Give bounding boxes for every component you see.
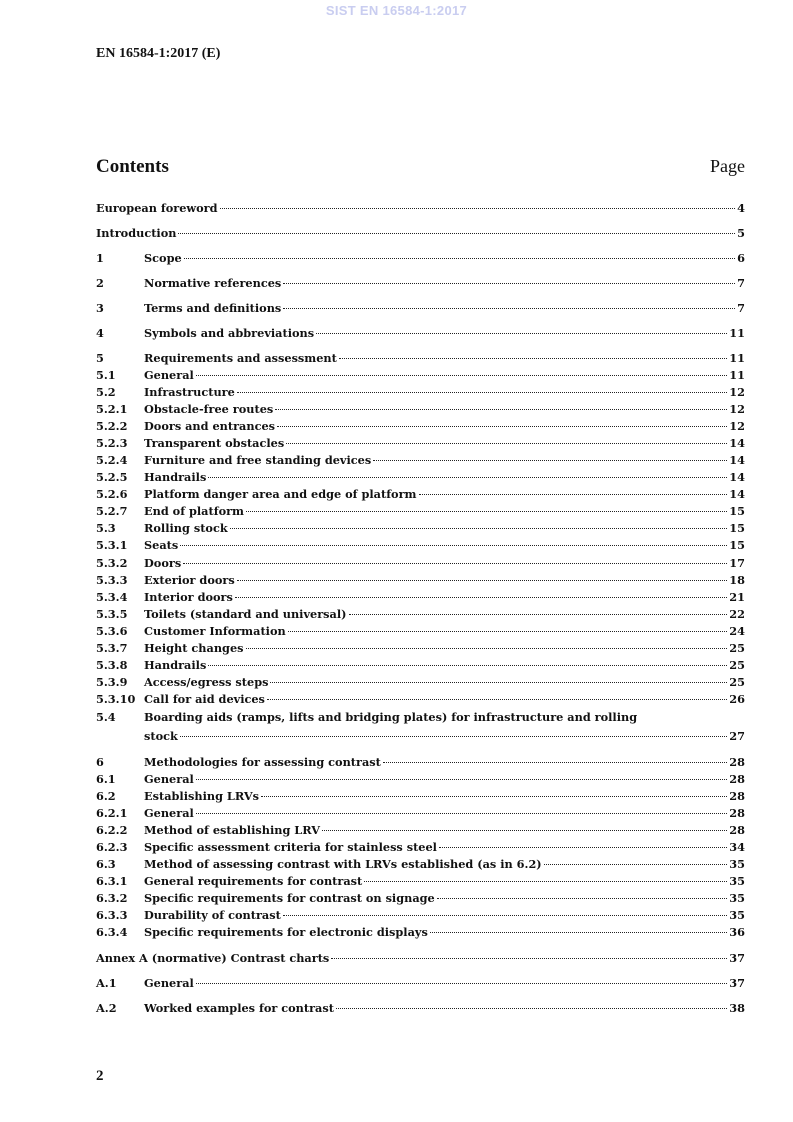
toc-entry-body bbox=[144, 924, 745, 940]
toc-entry-number: 6.3 bbox=[96, 857, 116, 871]
toc-entry-title: Transparent obstacles bbox=[144, 436, 285, 450]
toc-entry-body bbox=[144, 691, 745, 707]
toc-dot-leader bbox=[277, 426, 727, 427]
toc-entry-body bbox=[144, 589, 745, 605]
toc-entry-number: 5.2.6 bbox=[96, 487, 128, 501]
toc-entry-page: 22 bbox=[729, 607, 745, 621]
toc-dot-leader bbox=[322, 830, 727, 831]
toc-entry[interactable] bbox=[96, 788, 745, 804]
toc-entry-page: 28 bbox=[729, 823, 745, 837]
toc-entry-title: General bbox=[144, 772, 194, 786]
toc-dot-leader bbox=[373, 460, 727, 461]
toc-entry-body bbox=[144, 890, 745, 906]
toc-entry-title: Rolling stock bbox=[144, 521, 228, 535]
toc-dot-leader bbox=[419, 494, 728, 495]
toc-entry[interactable] bbox=[96, 250, 745, 266]
toc-entry-body bbox=[144, 640, 745, 656]
toc-entry-number: A.2 bbox=[96, 1001, 117, 1015]
toc-entry[interactable] bbox=[96, 890, 745, 906]
toc-entry[interactable] bbox=[96, 350, 745, 366]
toc-entry-body bbox=[144, 384, 745, 400]
toc-entry-number: 5.1 bbox=[96, 368, 116, 382]
toc-entry-page: 18 bbox=[729, 573, 745, 587]
toc-entry-title: Call for aid devices bbox=[144, 692, 265, 706]
toc-entry-title: Access/egress steps bbox=[144, 675, 269, 689]
toc-entry[interactable] bbox=[96, 950, 745, 966]
toc-entry-body bbox=[144, 822, 745, 838]
toc-entry-title: Furniture and free standing devices bbox=[144, 453, 372, 467]
toc-dot-leader bbox=[331, 958, 727, 959]
toc-entry[interactable] bbox=[96, 572, 745, 588]
toc-dot-leader bbox=[183, 563, 727, 564]
toc-dot-leader bbox=[267, 699, 727, 700]
toc-entry-page: 7 bbox=[737, 301, 745, 315]
toc-entry-title: Introduction bbox=[96, 226, 177, 240]
toc-entry-body bbox=[144, 728, 745, 744]
toc-entry-title: Specific requirements for contrast on signage bbox=[144, 891, 435, 905]
toc-entry-page: 14 bbox=[729, 487, 745, 501]
toc-entry-title: Customer Information bbox=[144, 624, 286, 638]
toc-entry-number: 5 bbox=[96, 351, 104, 365]
page-number: 2 bbox=[96, 1068, 104, 1084]
toc-entry[interactable] bbox=[96, 275, 745, 291]
toc-entry-body bbox=[96, 950, 745, 966]
toc-entry-number: 5.2.2 bbox=[96, 419, 128, 433]
toc-entry-page: 24 bbox=[729, 624, 745, 638]
toc-entry-body bbox=[144, 754, 745, 770]
toc-dot-leader bbox=[339, 358, 727, 359]
toc-dot-leader bbox=[196, 813, 727, 814]
toc-entry-body bbox=[144, 367, 745, 383]
toc-entry-title: Durability of contrast bbox=[144, 908, 281, 922]
toc-entry[interactable] bbox=[96, 771, 745, 787]
toc-entry-body bbox=[96, 225, 745, 241]
toc-entry-number: 6 bbox=[96, 755, 104, 769]
toc-entry-page: 14 bbox=[729, 470, 745, 484]
toc-entry-page: 15 bbox=[729, 504, 745, 518]
toc-dot-leader bbox=[544, 864, 728, 865]
toc-entry-title: General requirements for contrast bbox=[144, 874, 363, 888]
toc-entry-number: 1 bbox=[96, 251, 104, 265]
toc-dot-leader bbox=[246, 648, 728, 649]
toc-entry[interactable] bbox=[96, 300, 745, 316]
toc-entry-number: 5.3.2 bbox=[96, 556, 128, 570]
toc-entry-page: 38 bbox=[729, 1001, 745, 1015]
toc-entry-page: 12 bbox=[729, 385, 745, 399]
toc-dot-leader bbox=[364, 881, 727, 882]
toc-entry-body bbox=[144, 805, 745, 821]
toc-entry-body bbox=[144, 555, 745, 571]
toc-entry-body bbox=[144, 771, 745, 787]
toc-entry-body bbox=[144, 657, 745, 673]
toc-dot-leader bbox=[180, 545, 727, 546]
toc-entry[interactable] bbox=[96, 657, 745, 673]
document-id: EN 16584-1:2017 (E) bbox=[96, 46, 221, 61]
toc-entry-page: 34 bbox=[729, 840, 745, 854]
toc-entry-page: 35 bbox=[729, 891, 745, 905]
toc-entry-title: General bbox=[144, 806, 194, 820]
toc-entry-number: A.1 bbox=[96, 976, 117, 990]
toc-entry-number: 5.3.7 bbox=[96, 641, 128, 655]
toc-dot-leader bbox=[383, 762, 727, 763]
toc-entry-number: 5.2.7 bbox=[96, 504, 128, 518]
toc-entry-page: 12 bbox=[729, 419, 745, 433]
toc-dot-leader bbox=[208, 477, 727, 478]
toc-entry-title: Height changes bbox=[144, 641, 244, 655]
toc-entry-body bbox=[144, 674, 745, 690]
toc-entry[interactable] bbox=[96, 606, 745, 622]
toc-entry[interactable] bbox=[96, 873, 745, 889]
toc-entry-page: 12 bbox=[729, 402, 745, 416]
toc-entry-title: Infrastructure bbox=[144, 385, 235, 399]
toc-entry[interactable] bbox=[96, 924, 745, 940]
toc-entry-title: Doors bbox=[144, 556, 182, 570]
toc-dot-leader bbox=[275, 409, 727, 410]
toc-dot-leader bbox=[220, 208, 736, 209]
toc-dot-leader bbox=[336, 1008, 727, 1009]
toc-dot-leader bbox=[316, 333, 727, 334]
toc-dot-leader bbox=[237, 392, 727, 393]
toc-entry-body bbox=[144, 606, 745, 622]
toc-dot-leader bbox=[349, 614, 728, 615]
toc-entry-body bbox=[144, 856, 745, 872]
toc-entry[interactable] bbox=[96, 367, 745, 383]
toc-dot-leader bbox=[270, 682, 727, 683]
toc-entry-number: 5.3.8 bbox=[96, 658, 128, 672]
toc-dot-leader bbox=[286, 443, 727, 444]
toc-entry-body bbox=[144, 520, 745, 536]
toc-entry[interactable] bbox=[96, 452, 745, 468]
toc-entry-page: 11 bbox=[729, 351, 745, 365]
toc-entry[interactable] bbox=[96, 486, 745, 502]
toc-dot-leader bbox=[208, 665, 727, 666]
toc-entry-page: 5 bbox=[737, 226, 745, 240]
toc-entry[interactable] bbox=[96, 384, 745, 400]
toc-entry-title: Terms and definitions bbox=[144, 301, 282, 315]
toc-dot-leader bbox=[230, 528, 728, 529]
toc-entry[interactable] bbox=[96, 728, 745, 744]
toc-entry-number: 3 bbox=[96, 301, 104, 315]
toc-entry-body bbox=[144, 873, 745, 889]
toc-entry-body bbox=[144, 623, 745, 639]
toc-entry-title: Specific assessment criteria for stainless steel bbox=[144, 840, 437, 854]
contents-title: Contents bbox=[96, 156, 169, 177]
toc-entry-page: 14 bbox=[729, 436, 745, 450]
toc-entry-body bbox=[144, 300, 745, 316]
toc-entry-page: 28 bbox=[729, 789, 745, 803]
toc-entry-title: stock bbox=[144, 729, 178, 743]
page-column-label: Page bbox=[710, 156, 745, 176]
toc-entry-body bbox=[144, 537, 745, 553]
toc-entry-body bbox=[144, 250, 745, 266]
toc-entry-page: 28 bbox=[729, 806, 745, 820]
toc-entry[interactable] bbox=[96, 674, 745, 690]
toc-entry-page: 25 bbox=[729, 641, 745, 655]
toc-dot-leader bbox=[184, 258, 735, 259]
toc-entry[interactable] bbox=[96, 520, 745, 536]
toc-entry[interactable] bbox=[96, 640, 745, 656]
toc-entry-body bbox=[96, 200, 745, 216]
toc-entry-number: 5.2.1 bbox=[96, 402, 128, 416]
toc-entry-title-first-line[interactable]: Boarding aids (ramps, lifts and bridging plates) for infrastructure and rolling bbox=[144, 710, 638, 724]
toc-entry-page: 11 bbox=[729, 326, 745, 340]
toc-entry-page: 28 bbox=[729, 755, 745, 769]
toc-entry-title: Annex A (normative) Contrast charts bbox=[96, 951, 330, 965]
toc-entry-title: Toilets (standard and universal) bbox=[144, 607, 347, 621]
toc-entry[interactable] bbox=[96, 856, 745, 872]
toc-entry[interactable] bbox=[96, 623, 745, 639]
toc-entry-page: 28 bbox=[729, 772, 745, 786]
toc-entry-title: Requirements and assessment bbox=[144, 351, 337, 365]
toc-entry-number: 5.2.3 bbox=[96, 436, 128, 450]
toc-dot-leader bbox=[235, 597, 727, 598]
toc-entry[interactable] bbox=[96, 225, 745, 241]
toc-entry-body bbox=[144, 907, 745, 923]
toc-entry-page: 17 bbox=[729, 556, 745, 570]
toc-entry-number: 5.3.6 bbox=[96, 624, 128, 638]
toc-entry-title: Methodologies for assessing contrast bbox=[144, 755, 381, 769]
toc-entry-page: 37 bbox=[729, 951, 745, 965]
toc-entry[interactable] bbox=[96, 200, 745, 216]
toc-entry-page: 27 bbox=[729, 729, 745, 743]
toc-entry-number: 6.1 bbox=[96, 772, 116, 786]
toc-entry-number: 5.2.4 bbox=[96, 453, 128, 467]
toc-dot-leader bbox=[283, 308, 735, 309]
toc-dot-leader bbox=[283, 283, 735, 284]
toc-entry-number: 6.2 bbox=[96, 789, 116, 803]
toc-entry-title: Specific requirements for electronic displays bbox=[144, 925, 428, 939]
toc-entry-page: 7 bbox=[737, 276, 745, 290]
toc-entry-title: Exterior doors bbox=[144, 573, 235, 587]
toc-entry-number: 5.3.5 bbox=[96, 607, 128, 621]
toc-entry-number: 5.2 bbox=[96, 385, 116, 399]
toc-entry-number: 2 bbox=[96, 276, 104, 290]
toc-entry-title: European foreword bbox=[96, 201, 218, 215]
toc-entry-number: 6.2.2 bbox=[96, 823, 128, 837]
toc-entry[interactable] bbox=[96, 975, 745, 991]
toc-entry-number: 6.3.2 bbox=[96, 891, 128, 905]
toc-entry[interactable] bbox=[96, 1000, 745, 1016]
toc-entry-page: 4 bbox=[737, 201, 745, 215]
toc-entry-title: Method of establishing LRV bbox=[144, 823, 320, 837]
toc-entry[interactable] bbox=[96, 805, 745, 821]
toc-entry-number: 6.3.3 bbox=[96, 908, 128, 922]
toc-entry-body bbox=[144, 350, 745, 366]
toc-entry[interactable] bbox=[96, 401, 745, 417]
toc-entry[interactable] bbox=[96, 822, 745, 838]
toc-entry-title: Doors and entrances bbox=[144, 419, 276, 433]
toc-entry[interactable] bbox=[96, 839, 745, 855]
toc-entry-body bbox=[144, 401, 745, 417]
toc-entry-page: 6 bbox=[737, 251, 745, 265]
toc-entry-number: 6.3.1 bbox=[96, 874, 128, 888]
toc-entry-body bbox=[144, 275, 745, 291]
toc-entry-number: 5.3.9 bbox=[96, 675, 128, 689]
toc-dot-leader bbox=[261, 796, 727, 797]
toc-entry-body bbox=[144, 975, 745, 991]
toc-entry-page: 14 bbox=[729, 453, 745, 467]
toc-entry-title: Seats bbox=[144, 538, 179, 552]
toc-entry-title: General bbox=[144, 368, 194, 382]
toc-entry[interactable] bbox=[96, 435, 745, 451]
toc-entry-title: Platform danger area and edge of platform bbox=[144, 487, 417, 501]
toc-entry-title: Normative references bbox=[144, 276, 282, 290]
toc-entry-title: Method of assessing contrast with LRVs established (as in 6.2) bbox=[144, 857, 542, 871]
toc-entry-body bbox=[144, 486, 745, 502]
toc-entry-title: Handrails bbox=[144, 658, 207, 672]
toc-entry[interactable] bbox=[96, 469, 745, 485]
toc-entry-body bbox=[144, 1000, 745, 1016]
toc-entry-body bbox=[144, 452, 745, 468]
toc-dot-leader bbox=[178, 233, 735, 234]
toc-entry-number: 5.4 bbox=[96, 710, 116, 724]
toc-entry[interactable] bbox=[96, 754, 745, 770]
toc-entry-body bbox=[144, 788, 745, 804]
toc-entry[interactable] bbox=[96, 418, 745, 434]
toc-entry-page: 25 bbox=[729, 675, 745, 689]
toc-dot-leader bbox=[283, 915, 727, 916]
toc-entry-body bbox=[144, 325, 745, 341]
toc-entry-page: 26 bbox=[729, 692, 745, 706]
toc-dot-leader bbox=[237, 580, 728, 581]
toc-entry-body bbox=[144, 572, 745, 588]
toc-entry-page: 36 bbox=[729, 925, 745, 939]
toc-entry-page: 35 bbox=[729, 874, 745, 888]
toc-entry-number: 6.3.4 bbox=[96, 925, 128, 939]
toc-entry[interactable] bbox=[96, 691, 745, 707]
toc-dot-leader bbox=[180, 736, 727, 737]
watermark: SIST EN 16584-1:2017 bbox=[325, 3, 468, 18]
toc-entry-number: 4 bbox=[96, 326, 104, 340]
toc-entry-title: Interior doors bbox=[144, 590, 233, 604]
toc-entry-title: Worked examples for contrast bbox=[144, 1001, 334, 1015]
toc-entry-body bbox=[144, 469, 745, 485]
toc-dot-leader bbox=[196, 375, 727, 376]
toc-entry-number: 5.2.5 bbox=[96, 470, 128, 484]
contents-header bbox=[96, 156, 745, 178]
toc-entry-title: Symbols and abbreviations bbox=[144, 326, 315, 340]
toc-entry-number: 5.3.4 bbox=[96, 590, 128, 604]
toc-dot-leader bbox=[439, 847, 727, 848]
toc-entry[interactable] bbox=[96, 589, 745, 605]
toc-entry-number: 5.3.10 bbox=[96, 692, 136, 706]
toc-entry-page: 37 bbox=[729, 976, 745, 990]
toc-entry-body bbox=[144, 418, 745, 434]
toc-entry-title: Obstacle-free routes bbox=[144, 402, 274, 416]
toc-entry[interactable] bbox=[96, 907, 745, 923]
toc-entry-page: 35 bbox=[729, 908, 745, 922]
toc-entry-number: 5.3 bbox=[96, 521, 116, 535]
toc-entry-title: Scope bbox=[144, 251, 182, 265]
toc-entry-page: 21 bbox=[729, 590, 745, 604]
toc-entry-page: 11 bbox=[729, 368, 745, 382]
toc-entry-number: 6.2.1 bbox=[96, 806, 128, 820]
toc-entry-number: 5.3.1 bbox=[96, 538, 128, 552]
toc-entry-title: General bbox=[144, 976, 194, 990]
toc-entry-body bbox=[144, 435, 745, 451]
toc-entry-title: Handrails bbox=[144, 470, 207, 484]
toc-entry[interactable] bbox=[96, 537, 745, 553]
toc-entry[interactable] bbox=[96, 325, 745, 341]
toc-entry[interactable] bbox=[96, 555, 745, 571]
toc-entry-page: 25 bbox=[729, 658, 745, 672]
toc-entry-title: Establishing LRVs bbox=[144, 789, 259, 803]
toc-dot-leader bbox=[246, 511, 727, 512]
toc-entry-title: End of platform bbox=[144, 504, 245, 518]
toc-dot-leader bbox=[288, 631, 728, 632]
toc-entry-body bbox=[144, 839, 745, 855]
toc-entry[interactable] bbox=[96, 503, 745, 519]
toc-entry-body bbox=[144, 503, 745, 519]
toc-entry-page: 35 bbox=[729, 857, 745, 871]
toc-dot-leader bbox=[430, 932, 727, 933]
toc-entry-page: 15 bbox=[729, 538, 745, 552]
toc-entry-page: 15 bbox=[729, 521, 745, 535]
toc-dot-leader bbox=[196, 779, 727, 780]
toc-dot-leader bbox=[437, 898, 728, 899]
toc-dot-leader bbox=[196, 983, 727, 984]
toc-entry-number: 6.2.3 bbox=[96, 840, 128, 854]
toc-entry-number: 5.3.3 bbox=[96, 573, 128, 587]
